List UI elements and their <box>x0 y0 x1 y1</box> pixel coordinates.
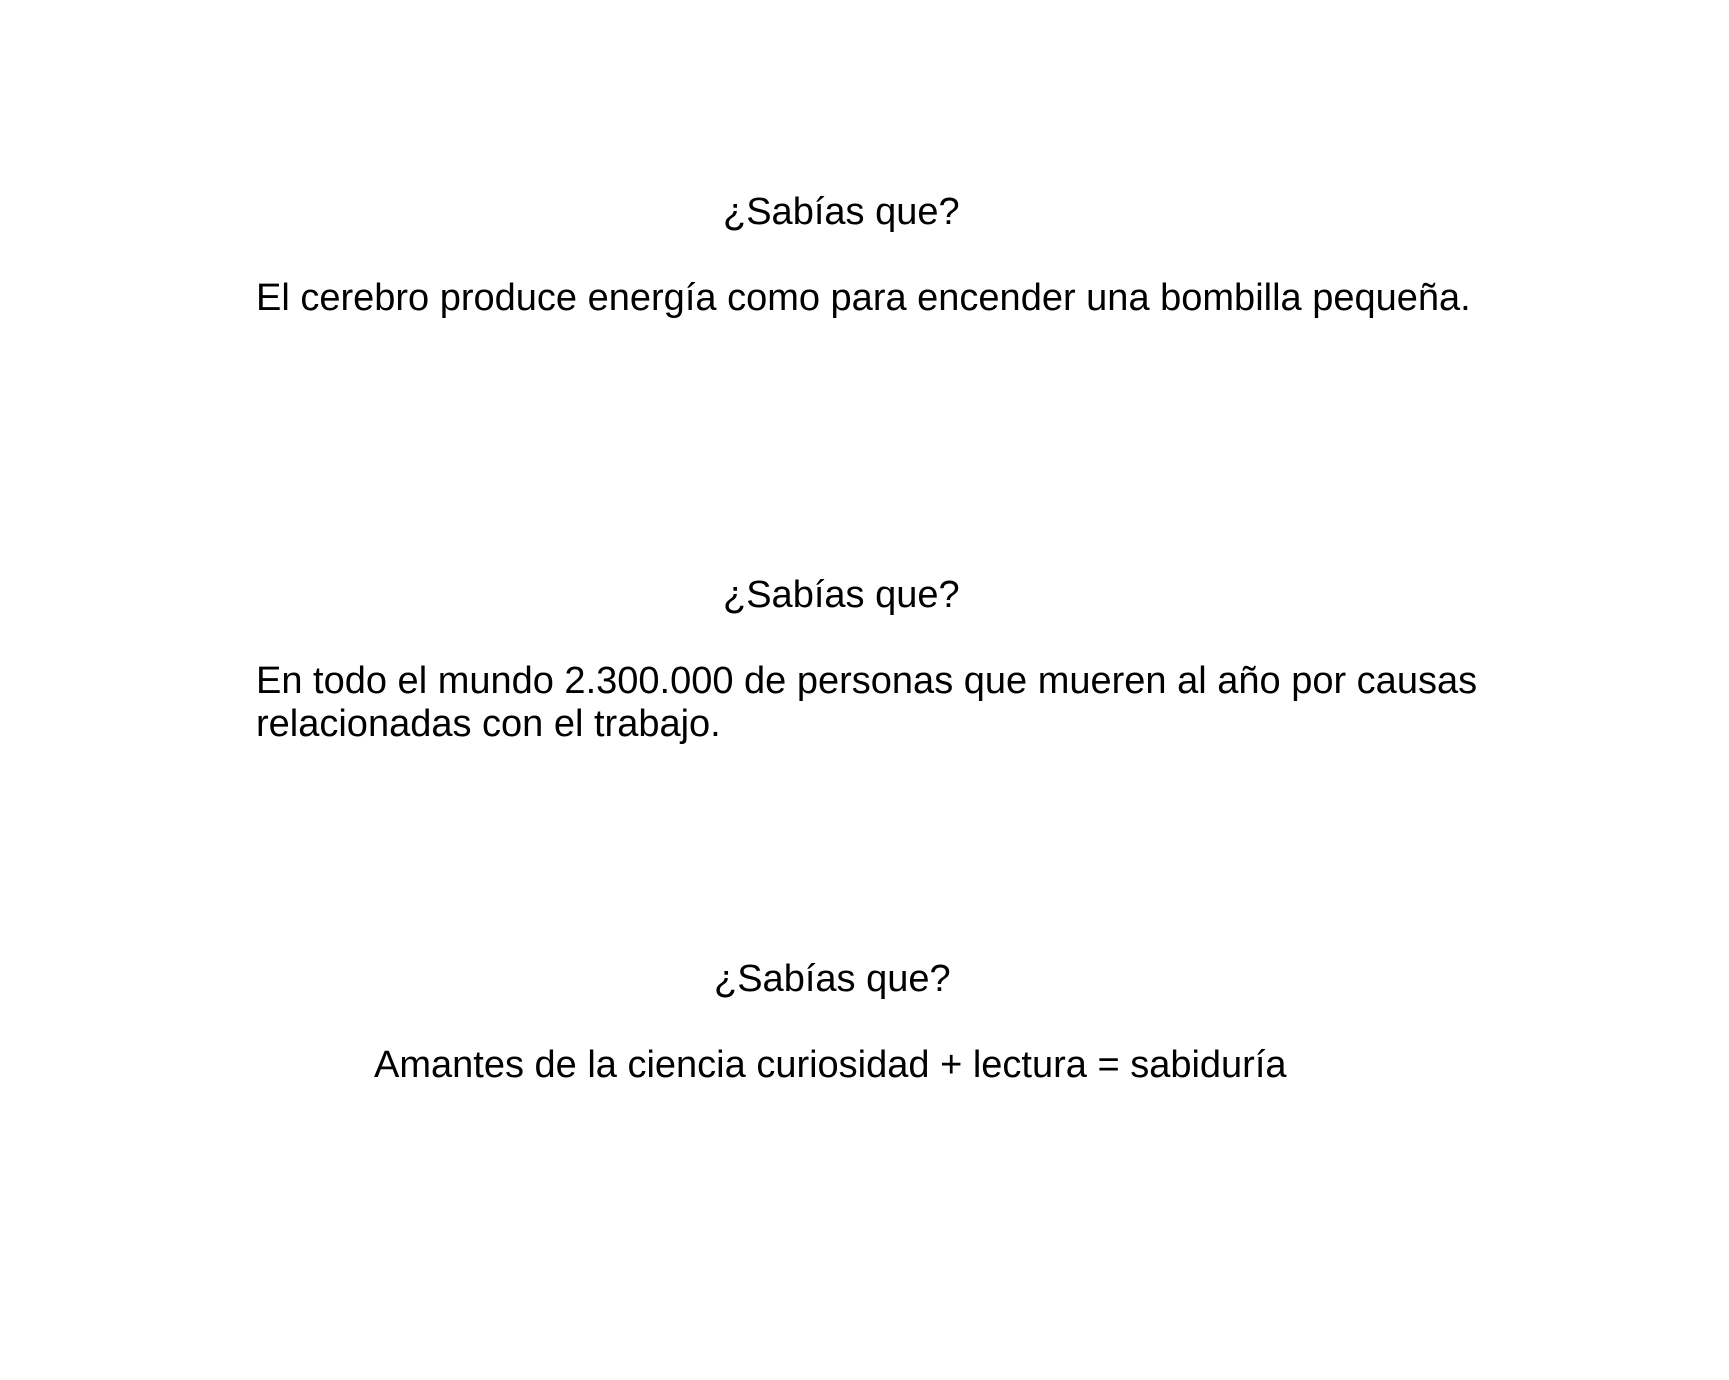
fact-title-2: ¿Sabías que? <box>723 574 960 616</box>
fact-text-2: En todo el mundo 2.300.000 de personas que mueren al año por causas relacionadas con el trabajo. <box>256 660 1478 745</box>
fact-text-1: El cerebro produce energía como para encender una bombilla pequeña. <box>256 277 1471 319</box>
fact-title-1: ¿Sabías que? <box>723 191 960 233</box>
fact-text-3: Amantes de la ciencia curiosidad + lectura = sabiduría <box>374 1044 1287 1086</box>
fact-title-3: ¿Sabías que? <box>714 958 951 1000</box>
